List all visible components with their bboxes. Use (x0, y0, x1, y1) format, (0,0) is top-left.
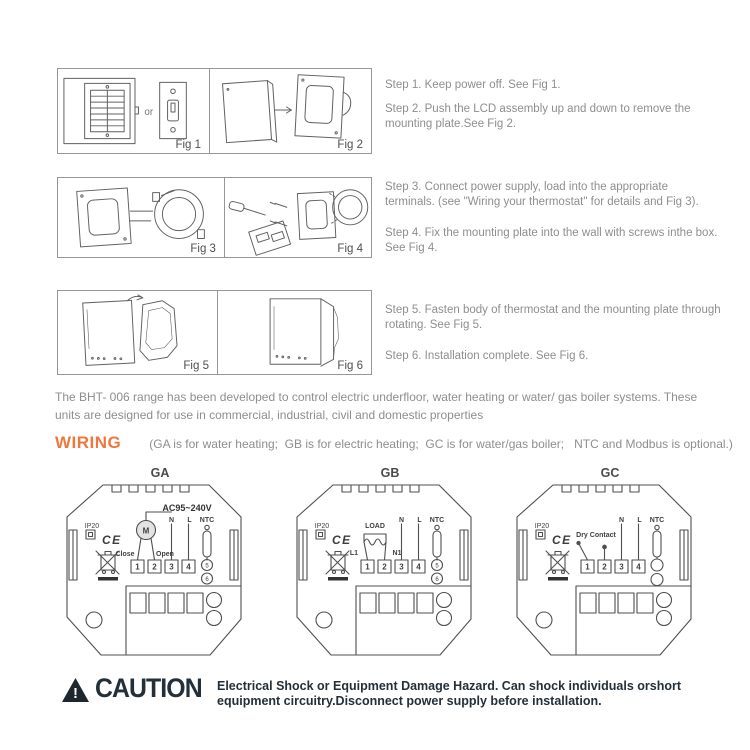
gc-ntc-label: NTC (649, 517, 665, 524)
figure-fig4 (225, 178, 371, 257)
fig2-label: Fig 2 (337, 139, 363, 151)
svg-text:1: 1 (585, 562, 590, 572)
ga-ntc-label: NTC (199, 517, 215, 524)
svg-text:5: 5 (205, 563, 209, 570)
ga-title: GA (150, 466, 170, 480)
switch-drawing (160, 82, 187, 138)
wiring-diagram-gb (286, 464, 491, 662)
ip20-mark: IP20 (84, 523, 100, 530)
fig3-label: Fig 3 (190, 243, 216, 255)
step-5-text: Step 5. Fasten body of thermostat and the mounting plate through rotating. See Fig 5. (385, 304, 721, 332)
figure-fig6 (218, 291, 371, 374)
svg-text:2: 2 (152, 562, 157, 572)
gc-n-label: N (618, 517, 625, 524)
figure-fig3 (58, 178, 225, 257)
ga-open-label: Open (156, 551, 174, 558)
top-tabs (112, 485, 189, 492)
svg-text:1: 1 (365, 562, 370, 572)
wiring-heading-row (55, 433, 733, 453)
gb-wires (402, 524, 419, 560)
svg-text:4: 4 (416, 562, 421, 572)
fig5-label: Fig 5 (183, 360, 209, 372)
svg-text:2: 2 (602, 562, 607, 572)
gc-l-label: L (637, 517, 642, 524)
caution-label: CAUTION (95, 673, 202, 703)
ga-l-label: L (187, 517, 192, 524)
ga-close-label: Close (115, 551, 135, 558)
svg-text:6: 6 (435, 577, 439, 583)
ce-mark: CE (332, 533, 352, 547)
gc-title: GC (600, 466, 620, 480)
warning-triangle-icon (62, 678, 89, 703)
step-1-text: Step 1. Keep power off. See Fig 1. (385, 79, 561, 91)
ga-motor-label: M (142, 526, 150, 536)
ntc-probe (432, 525, 443, 584)
caution-banner (62, 673, 682, 709)
lower-terminals (356, 586, 471, 655)
fig1-label: Fig 1 (175, 139, 202, 151)
wiring-title: WIRING (55, 433, 122, 452)
gb-load-element (364, 534, 386, 560)
gb-load-label: LOAD (365, 523, 385, 530)
gb-n-label: N (398, 517, 405, 524)
step-4-text: Step 4. Fix the mounting plate into the wall with screws inthe box. See Fig 4. (385, 227, 718, 255)
wiring-note: (GA is for water heating; GB is for electric heating; GC is for water/gas boiler; NTC and Modbus is optional.) (149, 437, 733, 451)
figure-row-1 (57, 68, 372, 154)
lower-terminals (126, 586, 241, 655)
top-tabs (562, 485, 639, 492)
figure-fig1 (58, 69, 210, 153)
ce-mark: CE (102, 533, 122, 547)
intro-paragraph: The BHT- 006 range has been developed to control electric underfloor, water heating or water/ gas boiler systems. These units are designed for use in commercial, industrial, civil and domestic properties (55, 390, 698, 422)
figure-row-2 (57, 177, 372, 258)
figure-fig2 (210, 69, 371, 153)
svg-text:3: 3 (169, 562, 174, 572)
gb-ntc-label: NTC (429, 517, 445, 524)
fig6-label: Fig 6 (337, 360, 363, 372)
svg-text:2: 2 (382, 562, 387, 572)
figure-fig5 (58, 291, 218, 374)
fig4-label: Fig 4 (337, 243, 363, 255)
wiring-diagram-ga (56, 464, 261, 662)
step-3-text: Step 3. Connect power supply, load into the appropriate terminals. (see "Wiring your thermostat" for details and Fig 3). (385, 181, 699, 209)
gc-dry-contact-label: Dry Contact (576, 532, 616, 539)
step-2-text: Step 2. Push the LCD assembly up and down to remove the mounting plate.See Fig 2. (385, 103, 691, 131)
lower-terminals (576, 586, 691, 655)
weee-icon (546, 551, 569, 581)
top-tabs (342, 485, 419, 492)
ce-mark: CE (552, 533, 572, 547)
svg-text:1: 1 (135, 562, 140, 572)
caution-text: Electrical Shock or Equipment Damage Hazard. Can shock individuals orshort equipment circuitry.Disconnect power supply before installation. (217, 679, 682, 708)
svg-text:!: ! (73, 685, 78, 702)
svg-text:6: 6 (205, 577, 209, 583)
ntc-probe (202, 525, 213, 584)
ip20-mark: IP20 (314, 523, 330, 530)
svg-text:4: 4 (636, 562, 641, 572)
or-label: or (144, 106, 154, 118)
step-6-text: Step 6. Installation complete. See Fig 6. (385, 350, 589, 362)
ntc-probe (651, 525, 663, 585)
wiring-diagram-gc (506, 464, 711, 662)
gc-dry-contact-switch (577, 541, 606, 560)
ga-n-label: N (168, 517, 175, 524)
gb-n1-label: N1 (392, 550, 402, 557)
gb-title: GB (380, 466, 400, 480)
gb-l-label: L (417, 517, 422, 524)
svg-text:4: 4 (186, 562, 191, 572)
figure-row-3 (57, 290, 372, 375)
svg-text:3: 3 (619, 562, 624, 572)
svg-text:3: 3 (399, 562, 404, 572)
svg-text:5: 5 (435, 563, 439, 570)
ga-voltage: AC95~240V (162, 503, 212, 513)
weee-icon (326, 551, 349, 581)
gb-l1-label: L1 (349, 550, 359, 557)
ip20-mark: IP20 (534, 523, 550, 530)
gc-wires (622, 524, 639, 560)
